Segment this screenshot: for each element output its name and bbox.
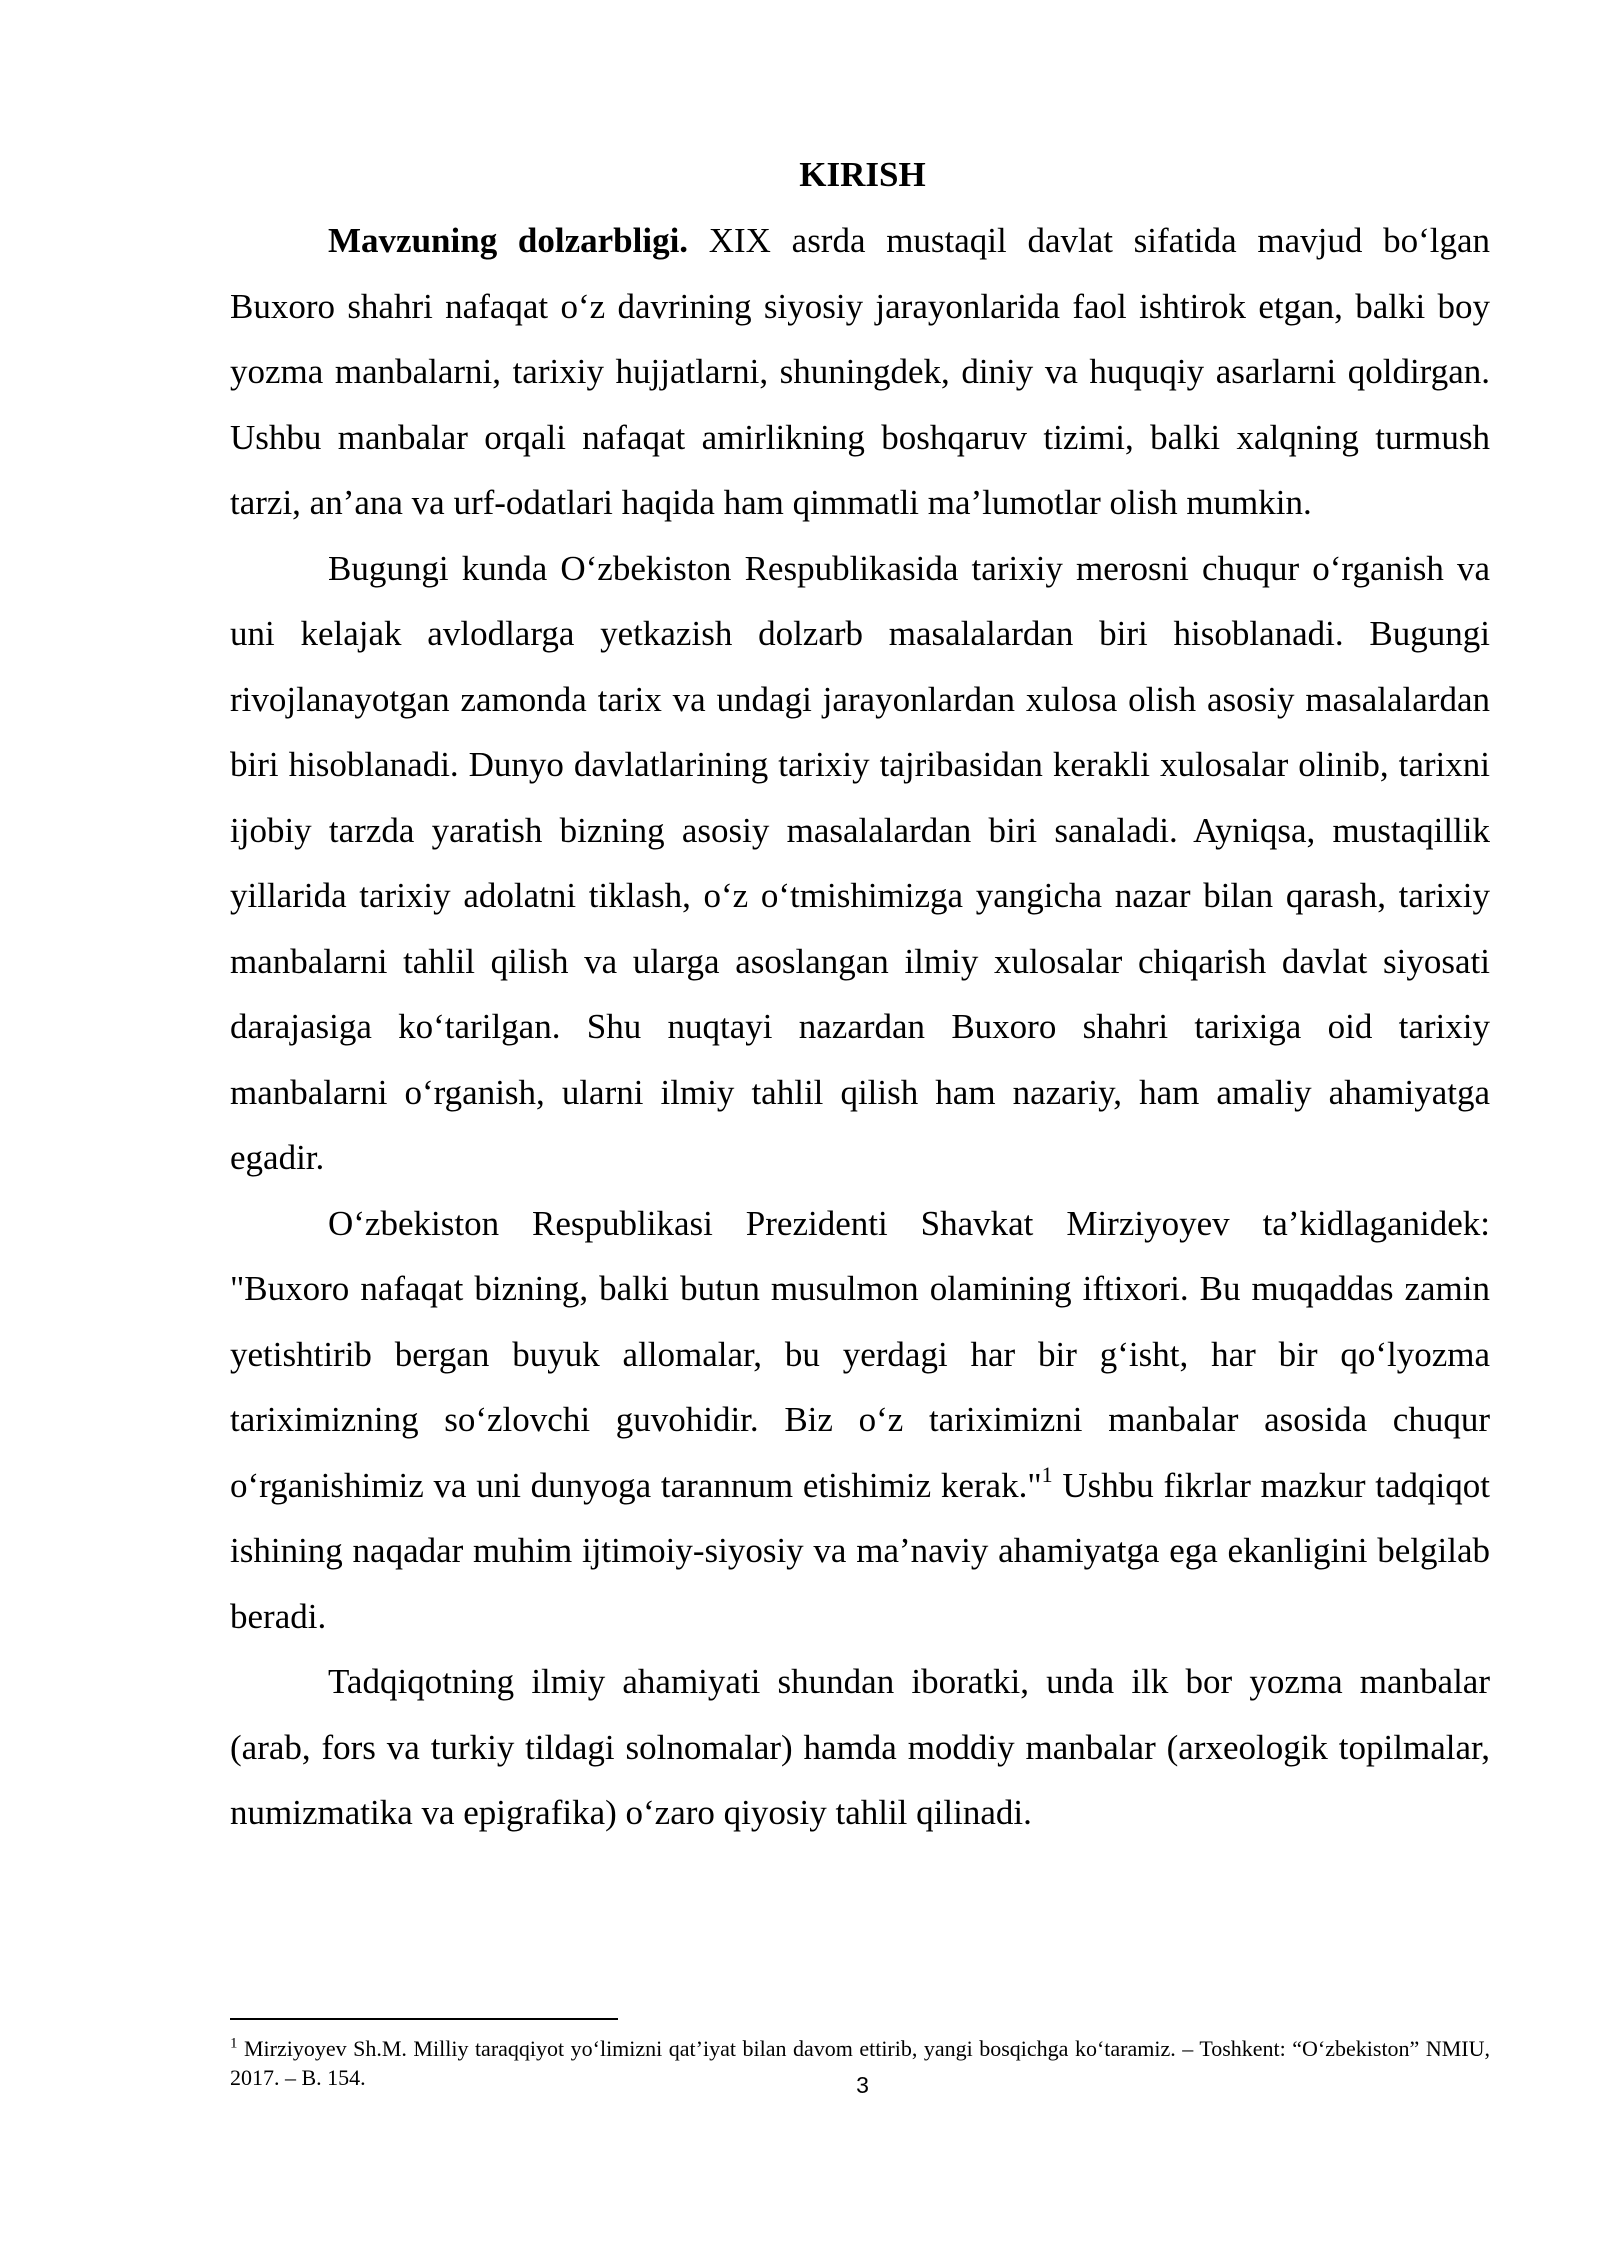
footnote-text: Mirziyoyev Sh.M. Milliy taraqqiyot yo‘limizni qat’iyat bilan davom ettirib, yangi bosqichga ko‘taramiz. – Toshkent: “O‘zbekiston” NMIU, 2017. – B. 154. bbox=[230, 2036, 1490, 2090]
quote-text: O‘zbekiston Respublikasi Prezidenti Shavkat Mirziyoyev ta’kidlaganidek: "Buxoro nafaqat bizning, balki butun musulmon olamining iftixori. Bu muqaddas zamin yetishtirib bergan buyuk allomalar, bu yerdagi har bir g‘isht, har bir qo‘lyozma tariximizning so‘zlovchi guvohidir. Biz o‘z tariximizni manbalar asosida chuqur o‘rganishimiz va uni dunyoga tarannum etishimiz kerak." bbox=[230, 1203, 1490, 1505]
paragraph-text: XIX asrda mustaqil davlat sifatida mavjud bo‘lgan Buxoro shahri nafaqat o‘z davrining siyosiy jarayonlarida faol ishtirok etgan, balki boy yozma manbalarni, tarixiy hujjatlarni, shuningdek, diniy va huquqiy asarlarni qoldirgan. Ushbu manbalar orqali nafaqat amirlikning boshqaruv tizimi, balki xalqning turmush tarzi, an’ana va urf-odatlari haqida ham qimmatli ma’lumotlar olish mumkin. bbox=[230, 221, 1490, 522]
page-title: KIRISH bbox=[799, 155, 926, 194]
paragraph-text: Ushbu fikrlar mazkur tadqiqot ishining naqadar muhim ijtimoiy-siyosiy va ma’naviy ahamiyatga ega ekanligini belgilab beradi. bbox=[230, 1465, 1490, 1636]
page-number: 3 bbox=[856, 2072, 869, 2098]
body-text bbox=[230, 208, 1490, 1846]
footnote-separator bbox=[230, 2018, 618, 2020]
paragraph-lead: Mavzuning dolzarbligi. bbox=[328, 221, 689, 260]
footnote-reference[interactable]: 1 bbox=[1041, 1461, 1053, 1487]
paragraph-relevance bbox=[230, 208, 1490, 536]
paragraph-president-quote bbox=[230, 1191, 1490, 1650]
paragraph-heritage: Bugungi kunda O‘zbekiston Respublikasida tarixiy merosni chuqur o‘rganish va uni kelajak avlodlarga yetkazish dolzarb masalalardan biri hisoblanadi. Bugungi rivojlanayotgan zamonda tarix va undagi jarayonlardan xulosa olish asosiy masalalardan biri hisoblanadi. Dunyo davlatlarining tarixiy tajribasidan kerakli xulosalar olinib, tarixni ijobiy tarzda yaratish bizning asosiy masalalardan biri sanaladi. Ayniqsa, mustaqillik yillarida tarixiy adolatni tiklash, o‘z o‘tmishimizga yangicha nazar bilan qarash, tarixiy manbalarni tahlil qilish va ularga asoslangan ilmiy xulosalar chiqarish davlat siyosati darajasiga ko‘tarilgan. Shu nuqtayi nazardan Buxoro shahri tarixiga oid tarixiy manbalarni o‘rganish, ularni ilmiy tahlil qilish ham nazariy, ham amaliy ahamiyatga egadir. bbox=[230, 548, 1490, 1177]
paragraph-scientific-significance: Tadqiqotning ilmiy ahamiyati shundan iboratki, unda ilk bor yozma manbalar (arab, fors va turkiy tildagi solnomalar) hamda moddiy manbalar (arxeologik topilmalar, numizmatika va epigrafika) o‘zaro qiyosiy tahlil qilinadi. bbox=[230, 1662, 1490, 1832]
footnote-mark: 1 bbox=[230, 2035, 238, 2052]
